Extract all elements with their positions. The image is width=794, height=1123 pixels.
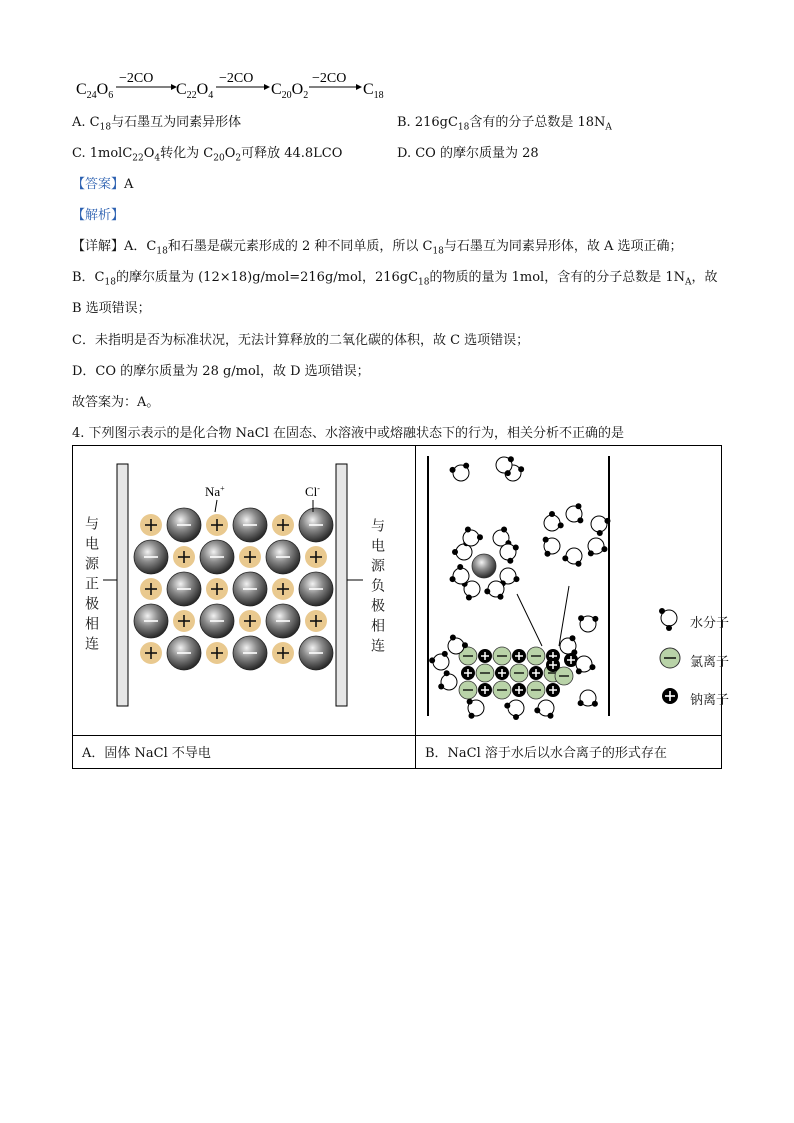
water-molecule [562,548,582,567]
svg-text:−2CO: −2CO [119,71,154,86]
chloride-ion [493,647,511,665]
water-molecule [450,463,470,481]
sodium-ion [478,683,492,697]
water-molecule [566,503,583,523]
answer-tag: 【答案】 [72,177,125,192]
chloride-ion [476,664,494,682]
detail-line-b-cont: B 选项错误； [72,301,151,316]
positive-electrode [117,464,128,706]
svg-text:−2CO: −2CO [312,71,347,86]
sodium-ion [512,683,526,697]
nacl-solution-diagram [416,446,730,735]
svg-text:C20O2: $C_{20}O_2$ [271,81,309,101]
option-a: A. $C_{18}$与石墨互为同素异形体 [72,115,242,133]
water-molecule [534,700,554,719]
sodium-ion [461,666,475,680]
svg-text:Na+: Na+ [205,484,225,499]
water-molecule [543,537,560,557]
answer-line [72,173,133,192]
sodium-ion [512,649,526,663]
chloride-ion [459,681,477,699]
reaction-chain-diagram [76,70,396,104]
table-divider-horizontal [73,735,721,736]
answer-value: A [124,177,134,192]
svg-text:C18: $C_{18}$ [363,81,384,101]
water-molecule [450,564,469,584]
water-molecule [467,699,484,719]
water-molecule [591,516,610,536]
legend-sodium-label: 钠离子 [690,693,730,708]
hydrated-chloride-ion [472,554,496,578]
water-molecule [484,581,504,600]
water-molecule [438,670,457,690]
sodium-ion [529,666,543,680]
water-molecule [463,527,483,546]
chloride-ion [527,647,545,665]
analysis-tag: 【解析】 [72,208,125,223]
water-molecule [588,538,608,556]
option-b: B. $216gC_{18}$含有的分子总数是 $18N_A$ [397,115,612,133]
svg-text:C24O6: $C_{24}O_6$ [76,81,114,101]
water-molecule [500,568,520,586]
water-molecule [493,527,511,547]
question-4-stem: 4. 下列图示表示的是化合物 NaCl 在固态、水溶液中或熔融状态下的行为，相关分析不正确的是 [72,426,625,441]
water-molecule [504,700,524,720]
final-answer: 故答案为：A。 [72,395,160,410]
water-molecule [500,544,519,564]
option-c: C. $1molC_{22}O_4$转化为 $C_{20}O_2$可释放 44.8LCO [72,146,343,164]
legend-chloride-label: 氯离子 [690,655,730,670]
water-molecule [578,615,598,632]
water-molecule [576,656,596,674]
svg-text:Cl-: Cl- [305,484,320,499]
chloride-ion [510,664,528,682]
detail-line-d: D．CO 的摩尔质量为 28 g/mol，故 D 选项错误； [72,364,370,379]
water-molecule [560,635,577,655]
option-d: D. CO 的摩尔质量为 28 [397,146,539,161]
svg-text:−2CO: −2CO [219,71,254,86]
svg-text:C22O4: $C_{22}O_4$ [176,81,214,101]
negative-electrode-label: 与电源负极相连 [369,518,385,658]
water-molecule [544,511,564,531]
reaction-chain [76,70,396,109]
water-molecule [578,690,598,707]
sodium-ion [546,658,560,672]
detail-line-a: 【详解】A．$C_{18}$和石墨是碳元素形成的 2 种不同单质，所以 $C_{18}$与石墨互为同素异形体，故 A 选项正确； [72,239,683,257]
legend-water-label: 水分子 [690,616,730,631]
detail-line-b: B．$C_{18}$的摩尔质量为 (12×18)g/mol=216g/mol，$216gC_{18}$的物质的量为 1mol，含有的分子总数是 $1N_A$，故 [72,270,718,288]
caption-a: A．固体 NaCl 不导电 [82,746,211,761]
positive-electrode-label: 与电源正极相连 [83,516,99,656]
figure-table [72,445,730,769]
sodium-ion [546,683,560,697]
water-molecule [429,651,449,670]
caption-b: B．NaCl 溶于水后以水合离子的形式存在 [425,746,667,761]
chloride-ion [493,681,511,699]
sodium-ion [478,649,492,663]
negative-electrode [336,464,347,706]
detail-line-c: C．未指明是否为标准状况，无法计算释放的二氧化碳的体积，故 C 选项错误； [72,333,530,348]
sodium-ion [495,666,509,680]
legend [659,608,680,704]
solid-nacl-diagram [73,446,415,735]
chloride-ion [527,681,545,699]
